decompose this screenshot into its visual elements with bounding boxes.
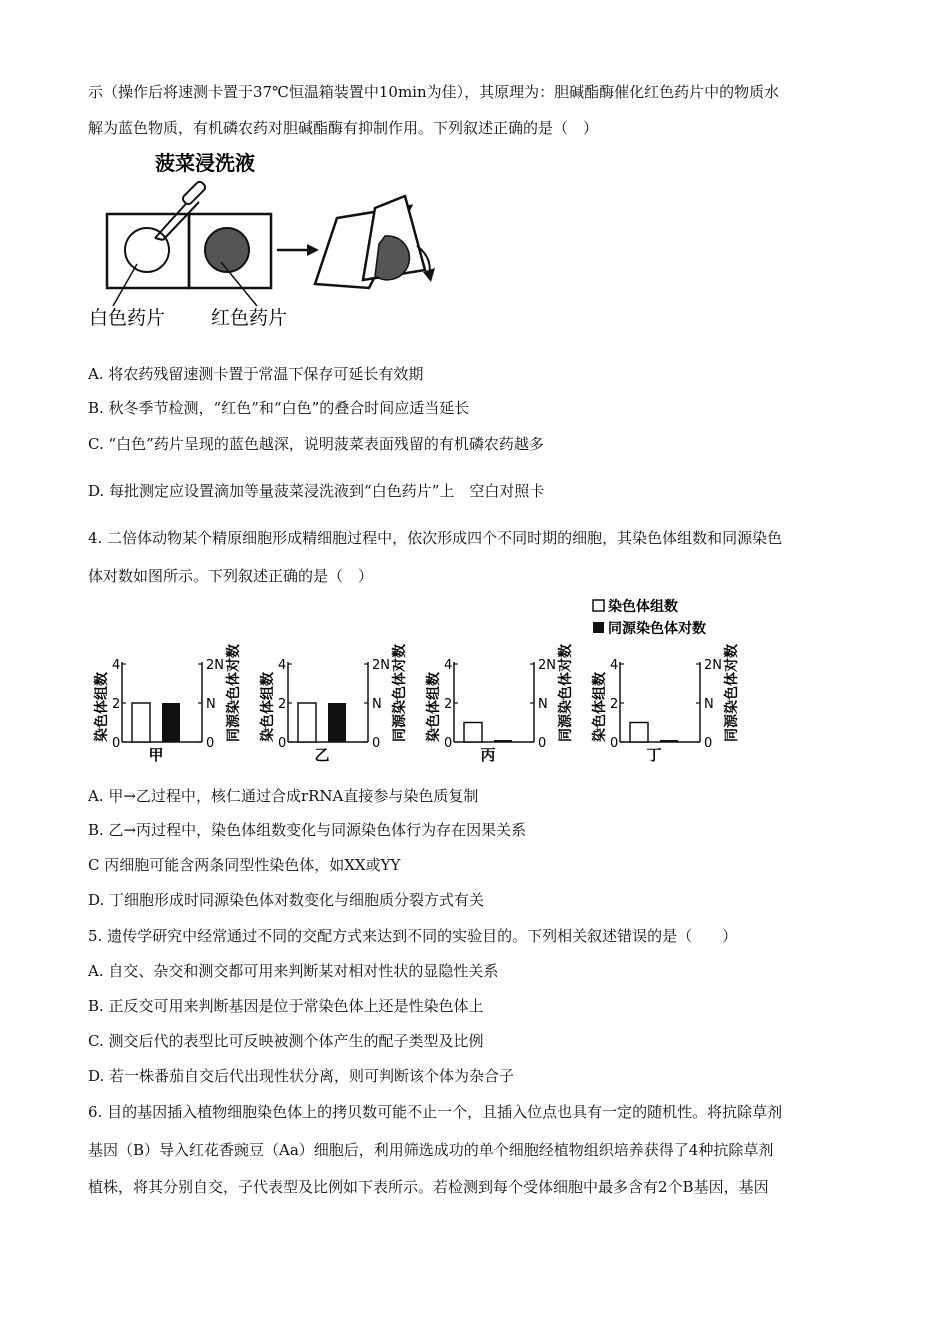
tick-label-left: 2 [610, 697, 619, 712]
q3-option-b: B. 秋冬季节检测，“红色”和“白色”的叠合时间应适当延长 [88, 399, 470, 417]
legend-swatch-open [593, 600, 604, 611]
y-axis-label-left: 染色体组数 [260, 672, 276, 742]
q5-option-b: B. 正反交可用来判断基因是位于常染色体上还是性染色体上 [88, 997, 484, 1015]
y-axis-label-right: 同源染色体对数 [558, 644, 574, 742]
tick-label-right: 2N [538, 658, 556, 673]
q3-option-d: D. 每批测定应设置滴加等量菠菜浸洗液到“白色药片”上 空白对照卡 [88, 482, 545, 500]
bar-chromosome-sets [464, 723, 482, 743]
arrow-right-icon [277, 244, 319, 256]
q6-line-3: 植株，将其分别自交，子代表型及比例如下表所示。若检测到每个受体细胞中最多含有2个B基因，基因 [88, 1178, 769, 1196]
tick-label-left: 0 [610, 736, 619, 751]
tick-label-right: N [372, 697, 382, 712]
tick-label-left: 4 [610, 658, 619, 673]
tick-label-left: 0 [112, 736, 121, 751]
tick-label-right: 2N [206, 658, 224, 673]
tick-label-right: 0 [538, 736, 547, 751]
q4-option-c: C 丙细胞可能含两条同型性染色体，如XX或YY [88, 856, 401, 874]
legend-swatch-filled [593, 622, 604, 633]
white-tablet [125, 228, 169, 272]
q5-option-a: A. 自交、杂交和测交都可用来判断某对相对性状的显隐性关系 [88, 962, 499, 980]
y-axis-label-right: 同源染色体对数 [226, 644, 242, 742]
label-red-tablet: 红色药片 [211, 307, 288, 329]
q5-option-c: C. 测交后代的表型比可反映被测个体产生的配子类型及比例 [88, 1032, 484, 1050]
tick-label-left: 2 [278, 697, 287, 712]
category-label: 丙 [480, 746, 496, 764]
q4-option-a: A. 甲→乙过程中，核仁通过合成rRNA直接参与染色质复制 [88, 787, 479, 805]
intro-line-2: 解为蓝色物质，有机磷农药对胆碱酯酶有抑制作用。下列叙述正确的是（ ） [88, 119, 599, 137]
q4-stem-line-1: 4. 二倍体动物某个精原细胞形成精细胞过程中，依次形成四个不同时期的细胞，其染色体组数和同源染色 [88, 529, 783, 547]
chart-legend [593, 598, 706, 637]
test-card-figure [85, 148, 445, 338]
q4-option-d: D. 丁细胞形成时同源染色体对数变化与细胞质分裂方式有关 [88, 891, 485, 909]
legend-label-open: 染色体组数 [608, 599, 678, 615]
tick-label-right: N [206, 697, 216, 712]
y-axis-label-left: 染色体组数 [426, 672, 442, 742]
tick-label-left: 4 [444, 658, 453, 673]
chromosome-bar-chart [80, 592, 760, 772]
tick-label-left: 4 [278, 658, 287, 673]
tick-label-right: 2N [372, 658, 390, 673]
bar-chromosome-sets [132, 703, 150, 742]
category-label: 甲 [148, 746, 164, 764]
figure1-title: 菠菜浸洗液 [155, 151, 255, 175]
q3-option-a: A. 将农药残留速测卡置于常温下保存可延长有效期 [88, 365, 424, 383]
bar-chromosome-sets [630, 723, 648, 743]
tick-label-left: 4 [112, 658, 121, 673]
y-axis-label-right: 同源染色体对数 [392, 644, 408, 742]
bar-homologous-pairs [494, 740, 512, 742]
q6-line-1: 6. 目的基因插入植物细胞染色体上的拷贝数可能不止一个，且插入位点也具有一定的随机性。将抗除草剂 [88, 1103, 783, 1121]
label-white-tablet: 白色药片 [89, 307, 166, 329]
q6-line-2: 基因（B）导入红花香豌豆（Aa）细胞后，利用筛选成功的单个细胞经植物组织培养获得了4种抗除草剂 [88, 1141, 774, 1159]
q5-stem: 5. 遗传学研究中经常通过不同的交配方式来达到不同的实验目的。下列相关叙述错误的是（ ） [88, 927, 738, 945]
tick-label-right: 0 [372, 736, 381, 751]
folded-card [315, 196, 435, 288]
y-axis-label-left: 染色体组数 [94, 672, 110, 742]
bar-homologous-pairs [162, 703, 180, 742]
red-tablet [205, 228, 249, 272]
tick-label-right: 0 [704, 736, 713, 751]
tick-label-right: N [704, 697, 714, 712]
q4-stem-line-2: 体对数如图所示。下列叙述正确的是（ ） [88, 567, 374, 585]
q5-option-d: D. 若一株番茄自交后代出现性状分离，则可判断该个体为杂合子 [88, 1067, 515, 1085]
legend-label-filled: 同源染色体对数 [608, 621, 706, 637]
bar-homologous-pairs [328, 703, 346, 742]
tick-label-right: 0 [206, 736, 215, 751]
dropper-icon [155, 180, 207, 240]
y-axis-label-right: 同源染色体对数 [724, 644, 740, 742]
tick-label-left: 0 [278, 736, 287, 751]
bar-homologous-pairs [660, 740, 678, 742]
category-label: 乙 [314, 746, 330, 764]
tick-label-right: 2N [704, 658, 722, 673]
bar-chromosome-sets [298, 703, 316, 742]
y-axis-label-left: 染色体组数 [592, 672, 608, 742]
tick-label-left: 2 [444, 697, 453, 712]
q3-option-c: C. “白色”药片呈现的蓝色越深，说明菠菜表面残留的有机磷农药越多 [88, 435, 544, 453]
tick-label-right: N [538, 697, 548, 712]
category-label: 丁 [646, 746, 662, 764]
tick-label-left: 2 [112, 697, 121, 712]
tick-label-left: 0 [444, 736, 453, 751]
leader-white [113, 264, 137, 306]
intro-line-1: 示（操作后将速测卡置于37℃恒温箱装置中10min为佳），其原理为：胆碱酯酶催化红色药片中的物质水 [88, 83, 780, 101]
q4-option-b: B. 乙→丙过程中，染色体组数变化与同源染色体行为存在因果关系 [88, 821, 527, 839]
